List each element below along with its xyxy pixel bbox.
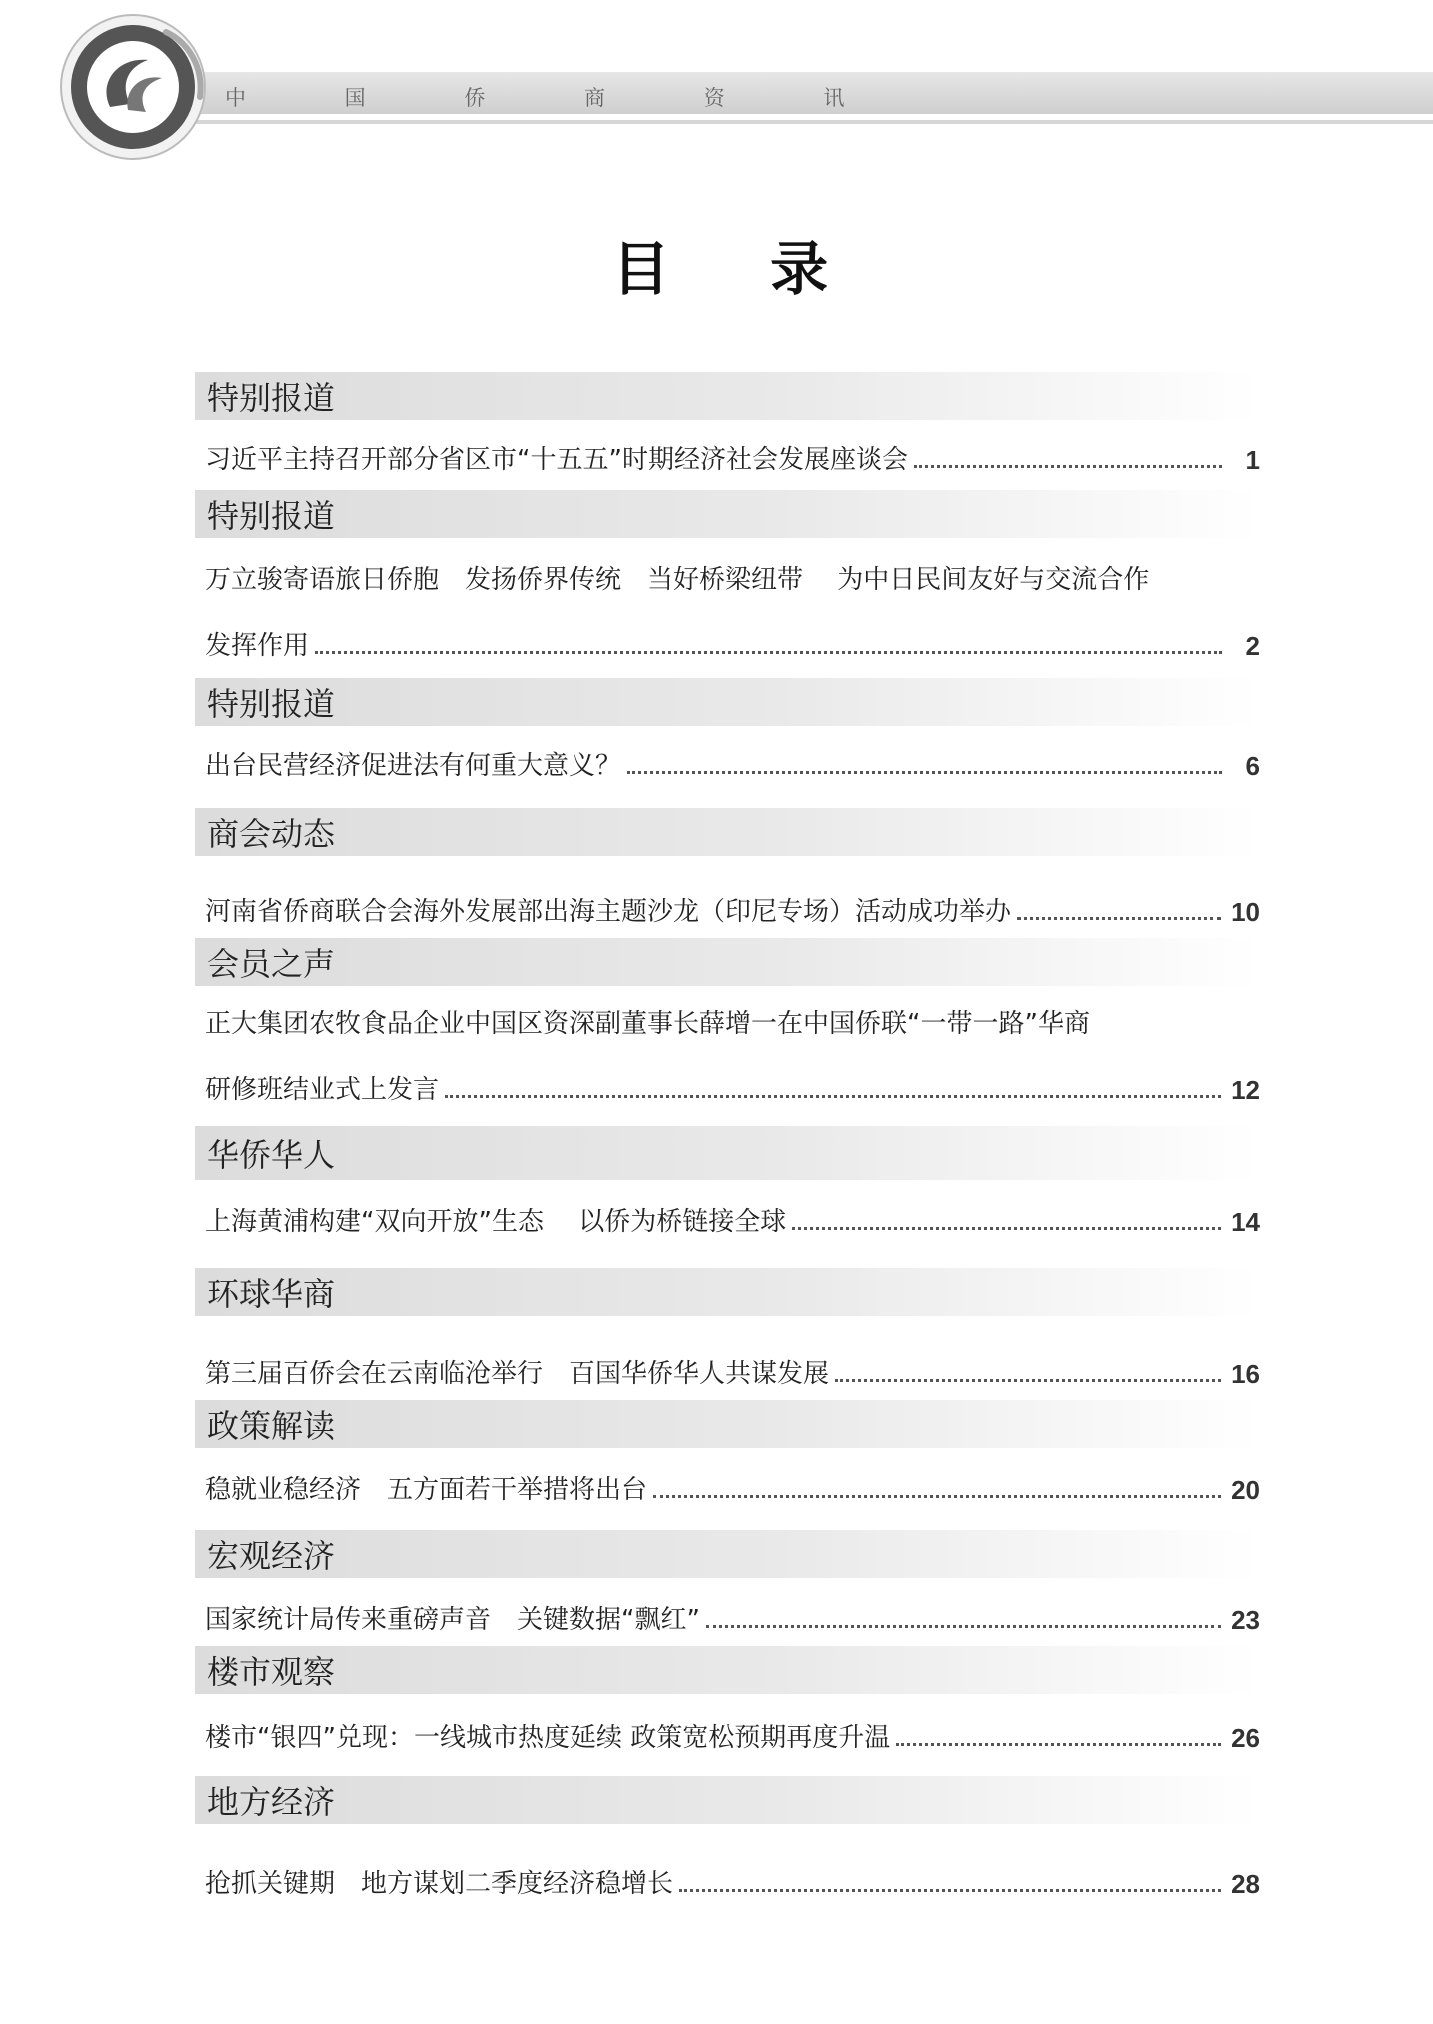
- entry-title: 稳就业稳经济 五方面若干举措将出台: [205, 1475, 648, 1505]
- page-number: 26: [1231, 1723, 1260, 1753]
- entry-title-line-2: 发挥作用: [205, 631, 310, 661]
- toc-entry[interactable]: [195, 1824, 1260, 1908]
- dot-leader: [627, 770, 1222, 774]
- toc-section: [195, 808, 1260, 936]
- dot-leader: [315, 650, 1222, 654]
- section-heading: 商会动态: [195, 808, 1260, 856]
- toc-entry[interactable]: [195, 1448, 1260, 1514]
- table-of-contents: [195, 372, 1260, 1908]
- toc-section: [195, 1646, 1260, 1762]
- dot-leader: [706, 1624, 1221, 1628]
- logo-icon: [58, 12, 208, 162]
- toc-entry[interactable]: [195, 986, 1260, 1114]
- toc-section: [195, 1126, 1260, 1246]
- header-title: 中 国 侨 商 资 讯: [225, 86, 891, 110]
- page-number: 20: [1231, 1475, 1260, 1505]
- toc-entry[interactable]: [195, 1578, 1260, 1644]
- toc-entry[interactable]: [195, 420, 1260, 484]
- page-title: 目 录: [611, 235, 869, 303]
- dot-leader: [1017, 916, 1221, 920]
- toc-entry[interactable]: [195, 726, 1260, 790]
- entry-title: 楼市“银四”兑现：一线城市热度延续 政策宽松预期再度升温: [205, 1723, 891, 1753]
- page-number: 16: [1231, 1359, 1260, 1389]
- toc-section: [195, 938, 1260, 1114]
- entry-title: 河南省侨商联合会海外发展部出海主题沙龙（印尼专场）活动成功举办: [205, 897, 1012, 927]
- dot-leader: [896, 1742, 1221, 1746]
- section-heading: 环球华商: [195, 1268, 1260, 1316]
- dot-leader: [914, 464, 1222, 468]
- page-number: 12: [1231, 1075, 1260, 1105]
- section-heading: 地方经济: [195, 1776, 1260, 1824]
- entry-title-line-1: 万立骏寄语旅日侨胞 发扬侨界传统 当好桥梁纽带 为中日民间友好与交流合作: [205, 565, 1150, 595]
- toc-section: [195, 490, 1260, 670]
- toc-section: [195, 1530, 1260, 1644]
- toc-section: [195, 1776, 1260, 1908]
- page-number: 14: [1231, 1207, 1260, 1237]
- section-heading: 华侨华人: [195, 1126, 1260, 1180]
- toc-entry[interactable]: [195, 856, 1260, 936]
- dot-leader: [835, 1378, 1221, 1382]
- entry-title: 习近平主持召开部分省区市“十五五”时期经济社会发展座谈会: [205, 445, 908, 475]
- toc-entry[interactable]: [195, 1694, 1260, 1762]
- section-heading: 宏观经济: [195, 1530, 1260, 1578]
- toc-section: [195, 678, 1260, 790]
- page-number: 23: [1231, 1605, 1260, 1635]
- entry-title: 国家统计局传来重磅声音 关键数据“飘红”: [205, 1605, 700, 1635]
- dot-leader: [653, 1494, 1221, 1498]
- dot-leader: [445, 1094, 1221, 1098]
- entry-title-line-1: 正大集团农牧食品企业中国区资深副董事长薛增一在中国侨联“一带一路”华商: [205, 1009, 1090, 1039]
- section-heading: 特别报道: [195, 372, 1260, 420]
- section-heading: 楼市观察: [195, 1646, 1260, 1694]
- section-heading: 政策解读: [195, 1400, 1260, 1448]
- section-heading: 特别报道: [195, 678, 1260, 726]
- header-rule: [195, 120, 1433, 124]
- entry-title: 抢抓关键期 地方谋划二季度经济稳增长: [205, 1869, 674, 1899]
- dot-leader: [792, 1226, 1221, 1230]
- toc-section: [195, 1400, 1260, 1514]
- page-number: 6: [1245, 751, 1260, 781]
- entry-title-line-2: 研修班结业式上发言: [205, 1075, 440, 1105]
- page-number: 2: [1245, 631, 1260, 661]
- entry-title: 出台民营经济促进法有何重大意义？: [205, 751, 622, 781]
- section-heading: 特别报道: [195, 490, 1260, 538]
- page-number: 28: [1231, 1869, 1260, 1899]
- toc-section: [195, 372, 1260, 484]
- entry-title: 上海黄浦构建“双向开放”生态 以侨为桥链接全球: [205, 1207, 787, 1237]
- toc-entry[interactable]: [195, 1180, 1260, 1246]
- toc-entry[interactable]: [195, 1316, 1260, 1398]
- toc-entry[interactable]: [195, 538, 1260, 670]
- dot-leader: [679, 1888, 1221, 1892]
- page-number: 10: [1231, 897, 1260, 927]
- toc-section: [195, 1268, 1260, 1398]
- page-number: 1: [1245, 445, 1260, 475]
- entry-title: 第三届百侨会在云南临沧举行 百国华侨华人共谋发展: [205, 1359, 830, 1389]
- section-heading: 会员之声: [195, 938, 1260, 986]
